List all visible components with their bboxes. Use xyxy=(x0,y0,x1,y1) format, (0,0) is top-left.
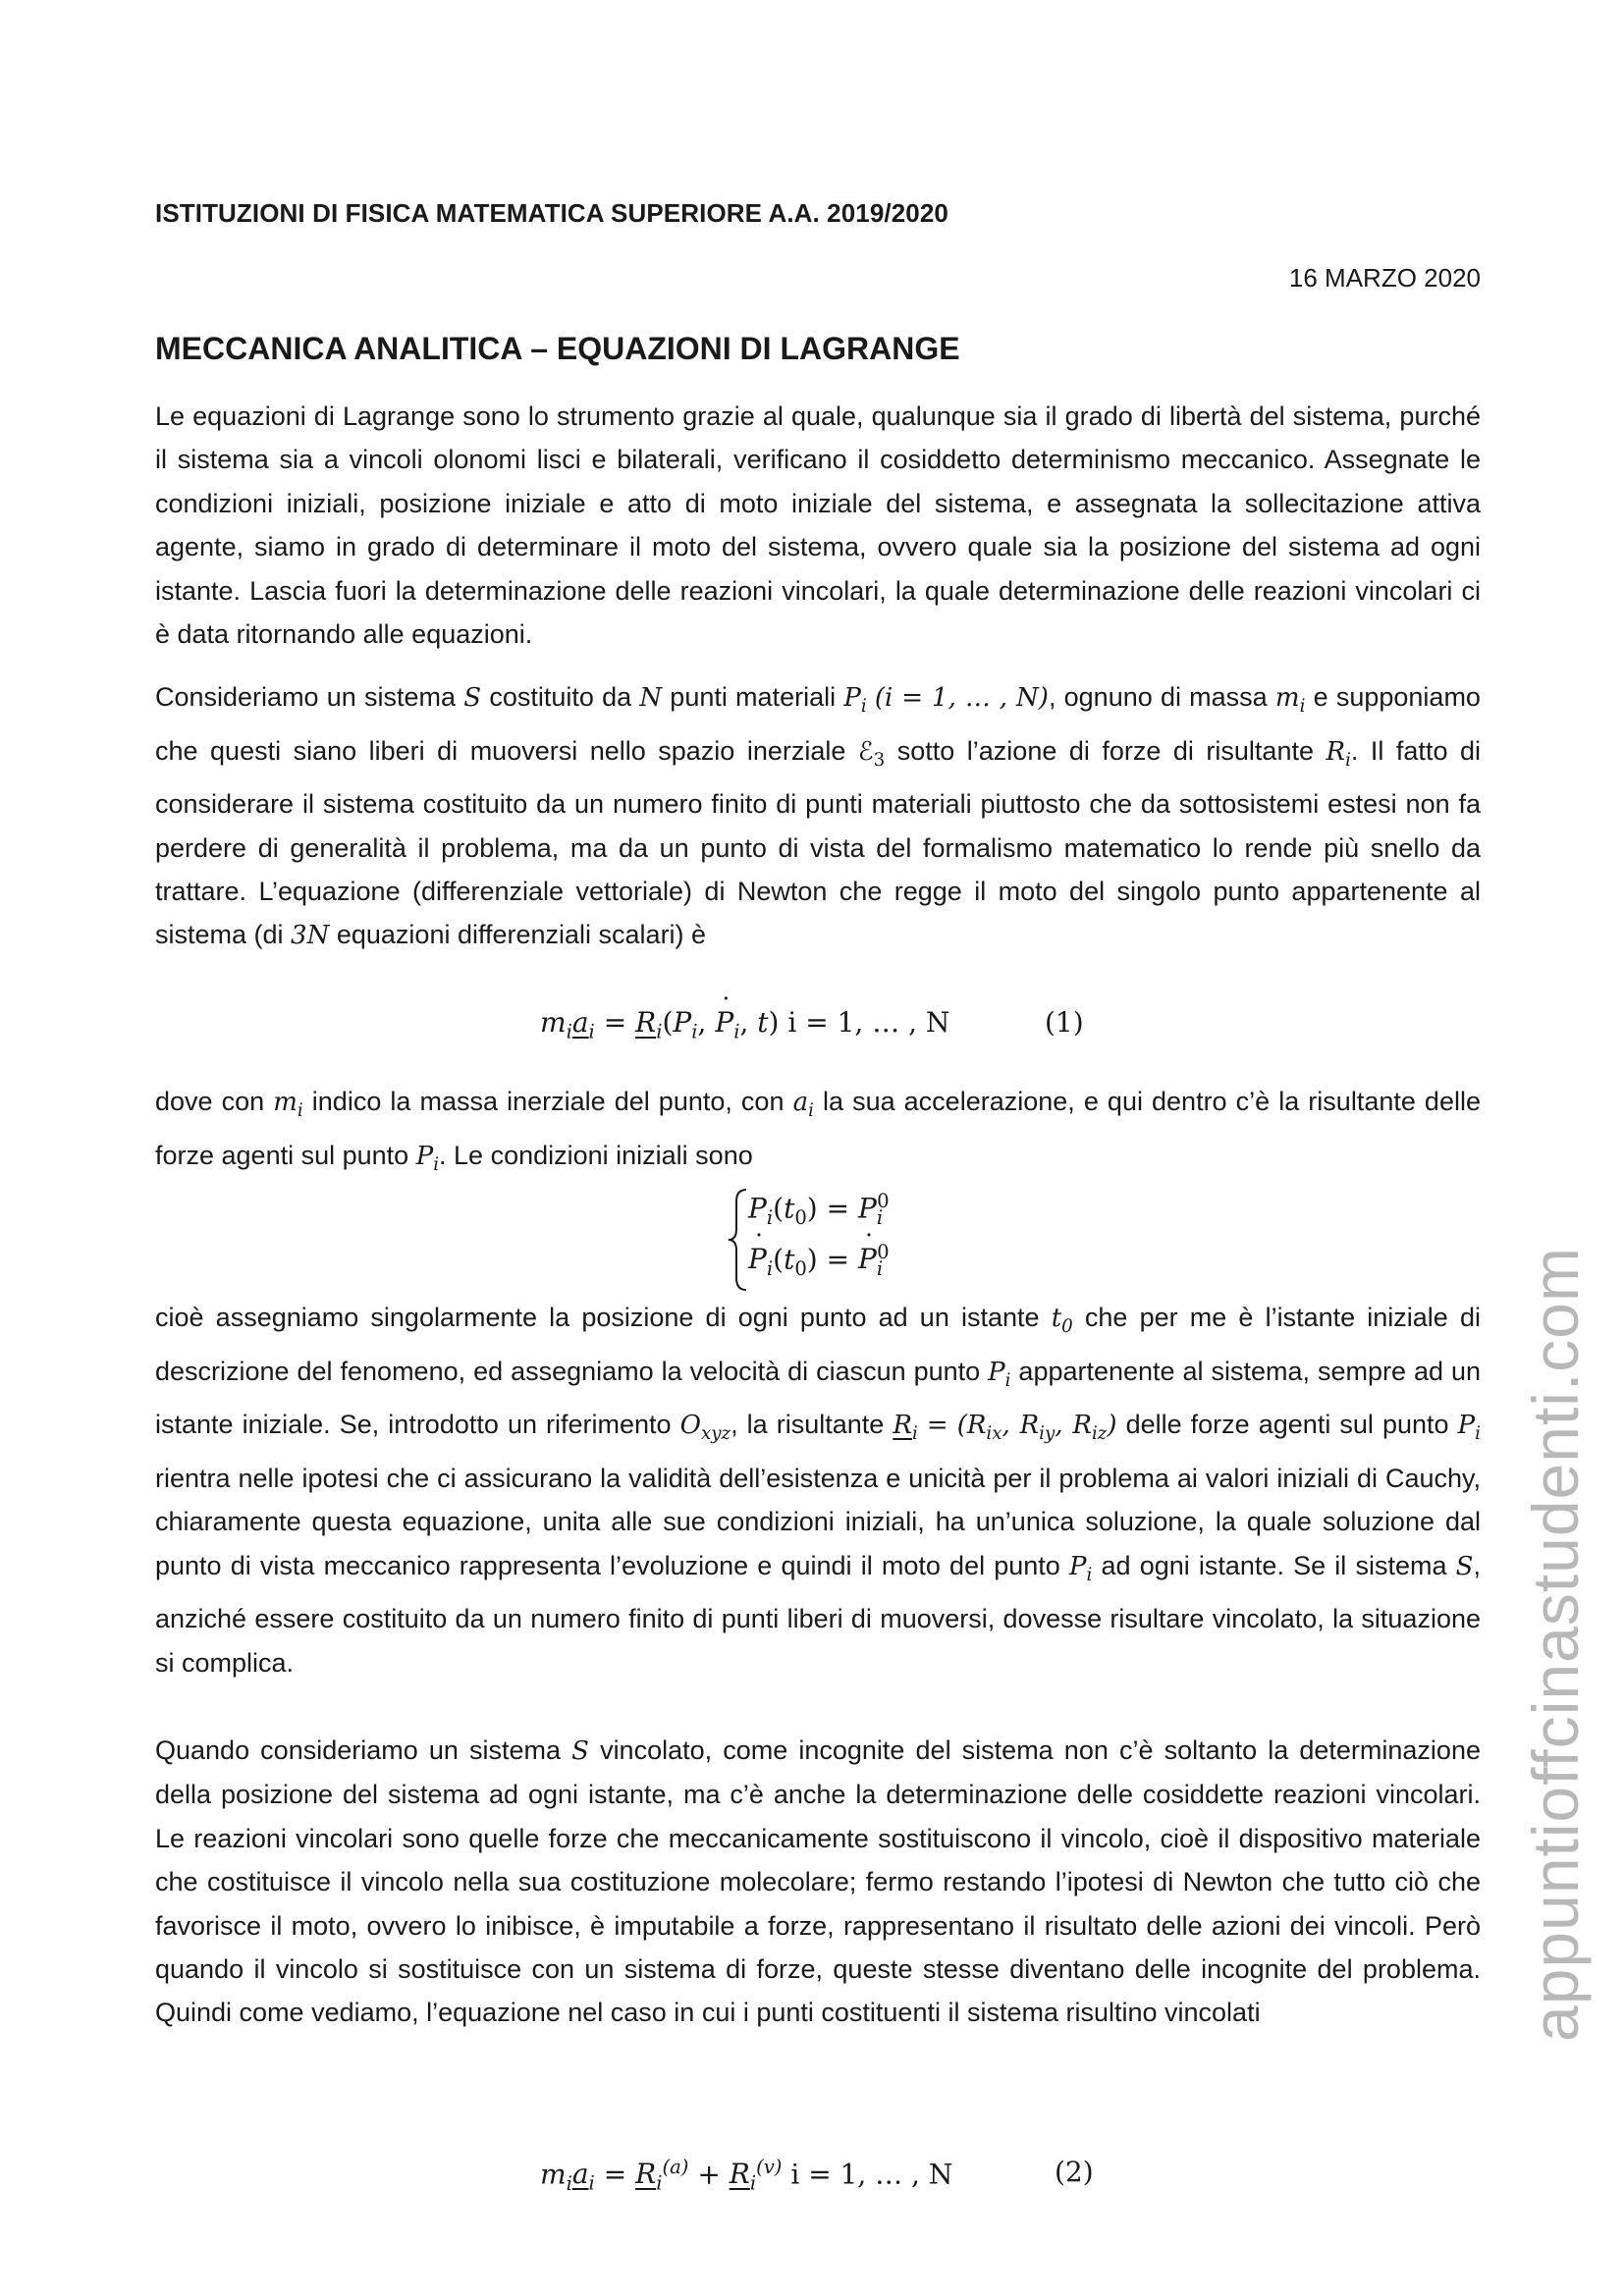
section-title: MECCANICA ANALITICA – EQUAZIONI DI LAGRANGE xyxy=(155,331,960,366)
course-heading: ISTITUZIONI DI FISICA MATEMATICA SUPERIORE A.A. 2019/2020 xyxy=(155,198,948,228)
paragraph-mass: dove con $m_i$ indico la massa inerziale del punto, con $a_i$ la sua accelerazione, e qui dentro c’è la risultante delle forze agenti sul punto $P_i$. Le condizioni iniziali sono xyxy=(155,1087,1481,1175)
equation-number-2: (2) xyxy=(1055,2156,1094,2188)
paragraph-cauchy: cioè assegniamo singolarmente la posizione di ogni punto ad un istante $t_0$ che per me è l’istante iniziale di descrizione del fenomeno, ed assegniamo la velocità di ciascun punto $P_i$ appartenente al sistema, sempre ad un istante iniziale. Se, introdotto un riferimento $O_{xyz}$, la risultante $R_i = (R_{ix}$, $R_{iy}$, $R_{iz}$) delle forze agenti sul punto $P_i$ rientra nelle ipotesi che ci assicurano la validità dell’esistenza e unicità per il problema ai valori iniziali di Cauchy, chiaramente questa equazione, unita alle sue condizioni iniziali, ha un’unica soluzione, la quale soluzione dal punto di vista meccanico rappresenta l’evoluzione e quindi il moto del punto $P_i$ ad ogni istante. Se il sistema S, anziché essere costituito da un numero finito di punti liberi di muoversi, dovesse risultare vincolato, la situazione si complica. xyxy=(155,1303,1481,1678)
lecture-date: 16 MARZO 2020 xyxy=(1288,263,1481,293)
document-page xyxy=(155,0,1481,2296)
equation-newton: $m_ia_i = R_i(P_i$, P $˙_i$, t) i = 1, … , N xyxy=(540,1006,949,1043)
initial-position-condition: $P_i(t_0) = P_i^0$ xyxy=(748,1190,890,1229)
paragraph-intro: Le equazioni di Lagrange sono lo strumento grazie al quale, qualunque sia il grado di libertà del sistema, purché il sistema sia a vincoli olonomi lisci e bilaterali, verificano il cosiddetto determinismo meccanico. Assegnate le condizioni iniziali, posizione iniziale e atto di moto iniziale del sistema, e assegnata la sollecitazione attiva agente, siamo in grado di determinare il moto del sistema, ovvero quale sia la posizione del sistema ad ogni istante. Lascia fuori la determinazione delle reazioni vincolari, la quale determinazione delle reazioni vincolari ci è data ritornando alle equazioni. xyxy=(155,401,1481,650)
initial-conditions-system xyxy=(727,1186,1021,1294)
site-watermark: appuntioffcinastudenti.com xyxy=(1519,1247,1592,2042)
left-brace-icon xyxy=(727,1186,750,1294)
equation-constrained: $m_ia_i = R_i^{(a)} + R_i^{(v)}$ i = 1, … , N xyxy=(540,2156,953,2195)
paragraph-system: Consideriamo un sistema S costituito da N punti materiali $P_i$ (i = 1, … , N), ognuno di massa $m_i$ e supponiamo che questi siano liberi di muoversi nello spazio inerziale ℰ$_3$ sotto l’azione di forze di risultante $R_i$. Il fatto di considerare il sistema costituito da un numero finito di punti materiali piuttosto che da sottosistemi estesi non fa perdere di generalità il problema, ma da un punto di vista del formalismo matematico lo rende più snello da trattare. L’equazione (differenziale vettoriale) di Newton che regge il moto del singolo punto appartenente al sistema (di 3N equazioni differenziali scalari) è xyxy=(155,682,1481,951)
paragraph-constraints: Quando consideriamo un sistema S vincolato, come incognite del sistema non c’è soltanto la determinazione della posizione del sistema ad ogni istante, ma c’è anche la determinazione delle cosiddette reazioni vincolari. Le reazioni vincolari sono quelle forze che meccanicamente sostituiscono il vincolo, cioè il dispositivo materiale che costituisce il vincolo nella sua costituzione molecolare; fermo restando l’ipotesi di Newton che tutto ciò che favorisce il moto, ovvero lo inibisce, è imputabile a forze, rappresentano il risultato delle azioni dei vincoli. Però quando il vincolo si sostituisce con un sistema di forze, queste stesse diventano delle incognite del problema. Quindi come vediamo, l’equazione nel caso in cui i punti costituenti il sistema risultino vincolati xyxy=(155,1735,1481,2028)
initial-velocity-condition: P $˙_i(t_0) = P$ $˙_i^0$ xyxy=(748,1241,890,1280)
equation-number-1: (1) xyxy=(1045,1006,1084,1039)
